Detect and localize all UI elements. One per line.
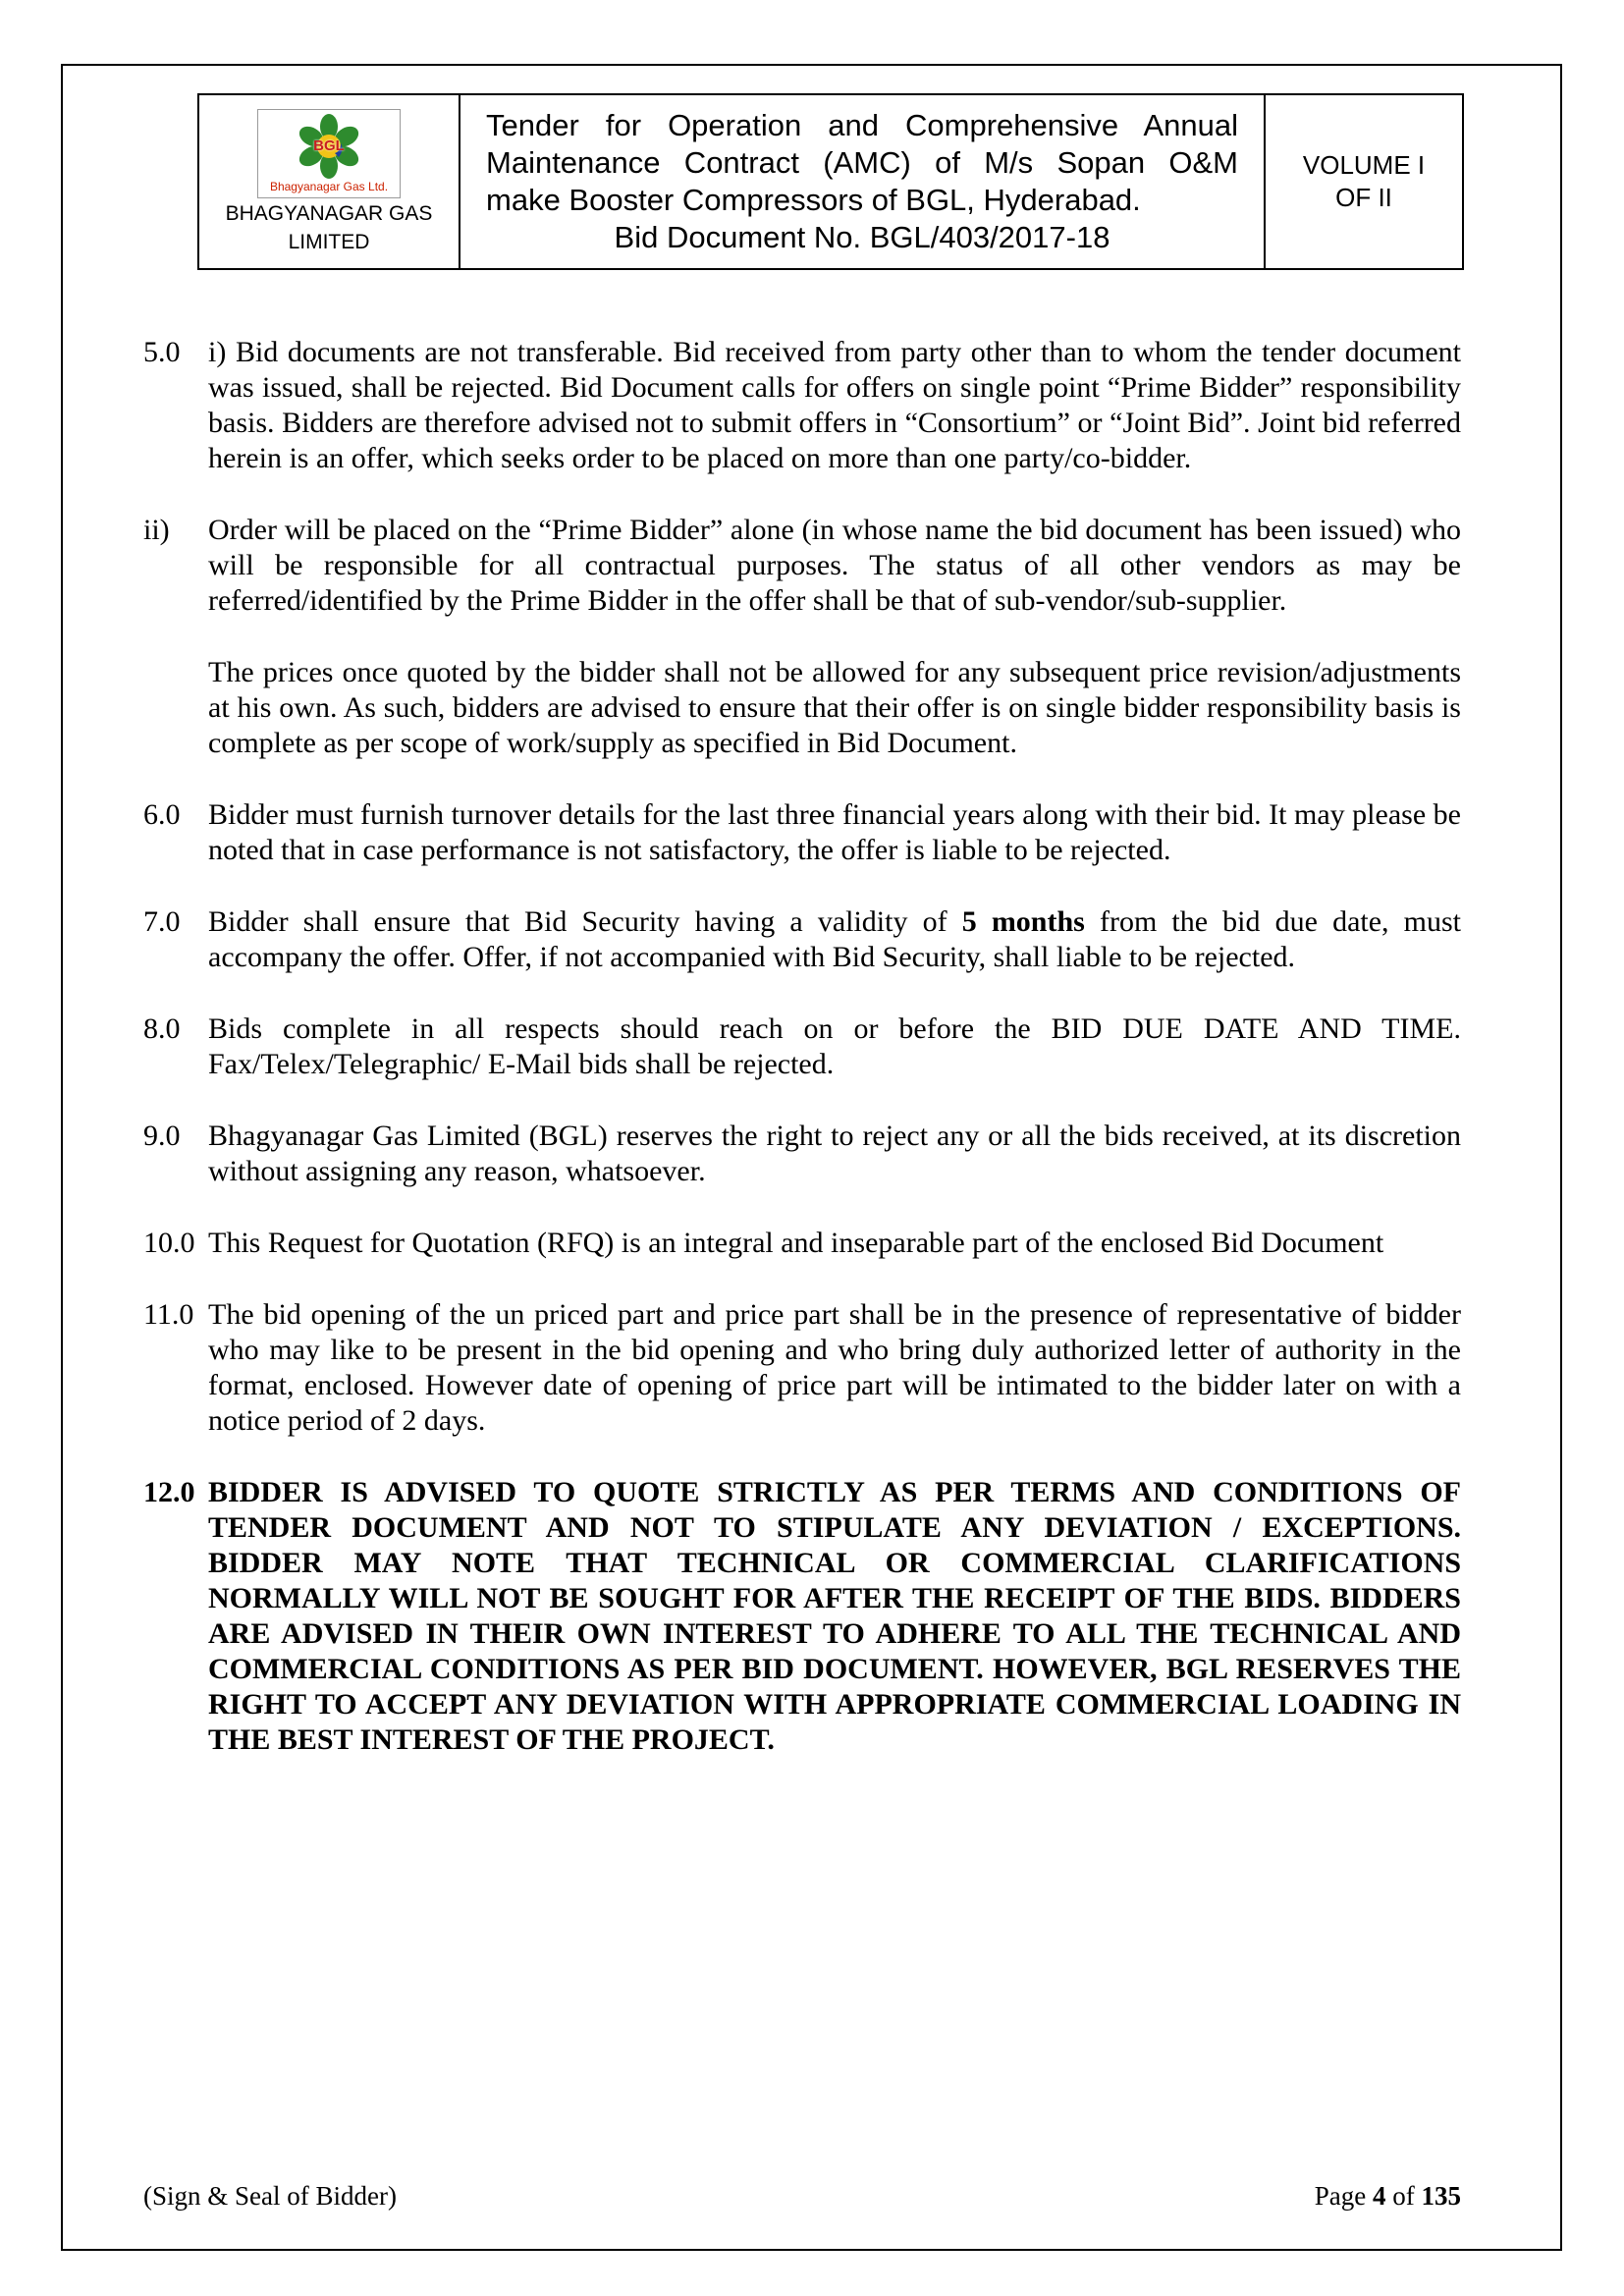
header-title-line: make Booster Compressors of BGL, Hyderabad. — [486, 183, 1141, 217]
item-text: The prices once quoted by the bidder shall not be allowed for any subsequent price revision/adjustments at his own. As such, bidders are advised to ensure that their offer is on single bidder responsibility basis is complete as per scope of work/supply as specified in Bid Document. — [208, 656, 1461, 759]
paragraph-item-7-0 — [143, 904, 1461, 975]
total-pages: 135 — [1421, 2181, 1461, 2211]
item-number: 6.0 — [143, 798, 181, 831]
volume-line1: VOLUME I — [1302, 150, 1426, 180]
item-text — [208, 904, 1461, 975]
bgl-logo — [257, 109, 401, 198]
header-title-line: Tender for Operation and Comprehensive Annual — [486, 108, 1238, 142]
item-number: 11.0 — [143, 1298, 194, 1331]
paragraph-item-11-0 — [143, 1297, 1461, 1439]
item-number: 9.0 — [143, 1120, 181, 1152]
item-text-bold-segment: 5 months — [961, 905, 1085, 938]
page-indicator — [1315, 2179, 1461, 2213]
org-name-line2: LIMITED — [288, 230, 370, 253]
page-footer — [143, 2179, 1461, 2213]
paragraph-item-6-0 — [143, 797, 1461, 868]
item-text-segment: from the bid due date, must accompany the offer. Offer, if not accompanied with Bid Security, shall liable to be rejected. — [208, 905, 1461, 973]
document-title-cell — [460, 95, 1266, 268]
bgl-flower-icon — [282, 114, 376, 179]
header-table — [197, 93, 1464, 270]
paragraph-item-12-0 — [143, 1475, 1461, 1758]
item-text: This Request for Quotation (RFQ) is an integral and inseparable part of the enclosed Bid Document — [208, 1227, 1384, 1259]
item-text: Bhagyanagar Gas Limited (BGL) reserves the right to reject any or all the bids received, at its discretion without assigning any reason, whatsoever. — [208, 1120, 1461, 1187]
paragraph-item-prices-note — [143, 655, 1461, 761]
org-name-line1: BHAGYANAGAR GAS — [225, 201, 433, 225]
header-title-line: Maintenance Contract (AMC) of M/s Sopan O&M — [486, 145, 1238, 180]
logo-cell — [199, 95, 460, 268]
logo-caption: Bhagyanagar Gas Ltd. — [269, 179, 389, 193]
page-number: 4 — [1373, 2181, 1386, 2211]
item-text: Bids complete in all respects should reach on or before the BID DUE DATE AND TIME. Fax/Telex/Telegraphic/ E-Mail bids shall be rejected. — [208, 1012, 1461, 1080]
paragraph-item-5-0 — [143, 335, 1461, 476]
page-label: Page — [1314, 2181, 1367, 2211]
item-number: ii) — [143, 514, 170, 546]
item-text-segment: Bidder shall ensure that Bid Security having a validity of — [208, 905, 962, 938]
item-number: 12.0 — [143, 1476, 195, 1508]
header-title-line: Bid Document No. BGL/403/2017-18 — [614, 220, 1110, 254]
paragraph-item-ii — [143, 513, 1461, 619]
item-number: 10.0 — [143, 1227, 195, 1259]
item-number: 5.0 — [143, 336, 181, 368]
item-number: 7.0 — [143, 905, 181, 938]
of-label: of — [1392, 2181, 1415, 2211]
item-text: BIDDER IS ADVISED TO QUOTE STRICTLY AS PER TERMS AND CONDITIONS OF TENDER DOCUMENT AND NOT TO STIPULATE ANY DEVIATION / EXCEPTIONS. BIDDER MAY NOTE THAT TECHNICAL OR COMMERCIAL CLARIFICATIONS NORMALLY WILL NOT BE SOUGHT FOR AFTER THE RECEIPT OF THE BIDS. BIDDERS ARE ADVISED IN THEIR OWN INTEREST TO ADHERE TO ALL THE TECHNICAL AND COMMERCIAL CONDITIONS AS PER BID DOCUMENT. HOWEVER, BGL RESERVES THE RIGHT TO ACCEPT ANY DEVIATION WITH APPROPRIATE COMMERCIAL LOADING IN THE BEST INTEREST OF THE PROJECT. — [208, 1476, 1461, 1756]
paragraph-item-10-0 — [143, 1226, 1461, 1261]
item-text: Bidder must furnish turnover details for the last three financial years along with their bid. It may please be noted that in case performance is not satisfactory, the offer is liable to be rejected. — [208, 798, 1461, 866]
page-border — [61, 64, 1562, 2251]
item-text: The bid opening of the un priced part and price part shall be in the presence of representative of bidder who may like to be present in the bid opening and who bring duly authorized letter of authority in the format, enclosed. However date of opening of price part will be intimated to the bidder later on with a notice period of 2 days. — [208, 1298, 1461, 1437]
volume-line2: OF II — [1335, 183, 1392, 212]
logo-monogram: BGL — [313, 137, 345, 154]
item-text: i) Bid documents are not transferable. Bid received from party other than to whom the tender document was issued, shall be rejected. Bid Document calls for offers on single point “Prime Bidder” responsibility basis. Bidders are therefore advised not to submit offers in “Consortium” or “Joint Bid”. Joint bid referred herein is an offer, which seeks order to be placed on more than one party/co-bidder. — [208, 336, 1461, 474]
item-number: 8.0 — [143, 1012, 181, 1045]
volume-cell — [1266, 95, 1462, 268]
document-body — [143, 335, 1461, 1758]
item-number — [143, 655, 208, 761]
paragraph-item-8-0 — [143, 1011, 1461, 1082]
paragraph-item-9-0 — [143, 1119, 1461, 1189]
sign-seal-note: (Sign & Seal of Bidder) — [143, 2181, 397, 2211]
item-text: Order will be placed on the “Prime Bidder” alone (in whose name the bid document has been issued) who will be responsible for all contractual purposes. The status of all other vendors as may be referred/identified by the Prime Bidder in the offer shall be that of sub-vendor/sub-supplier. — [208, 514, 1461, 617]
